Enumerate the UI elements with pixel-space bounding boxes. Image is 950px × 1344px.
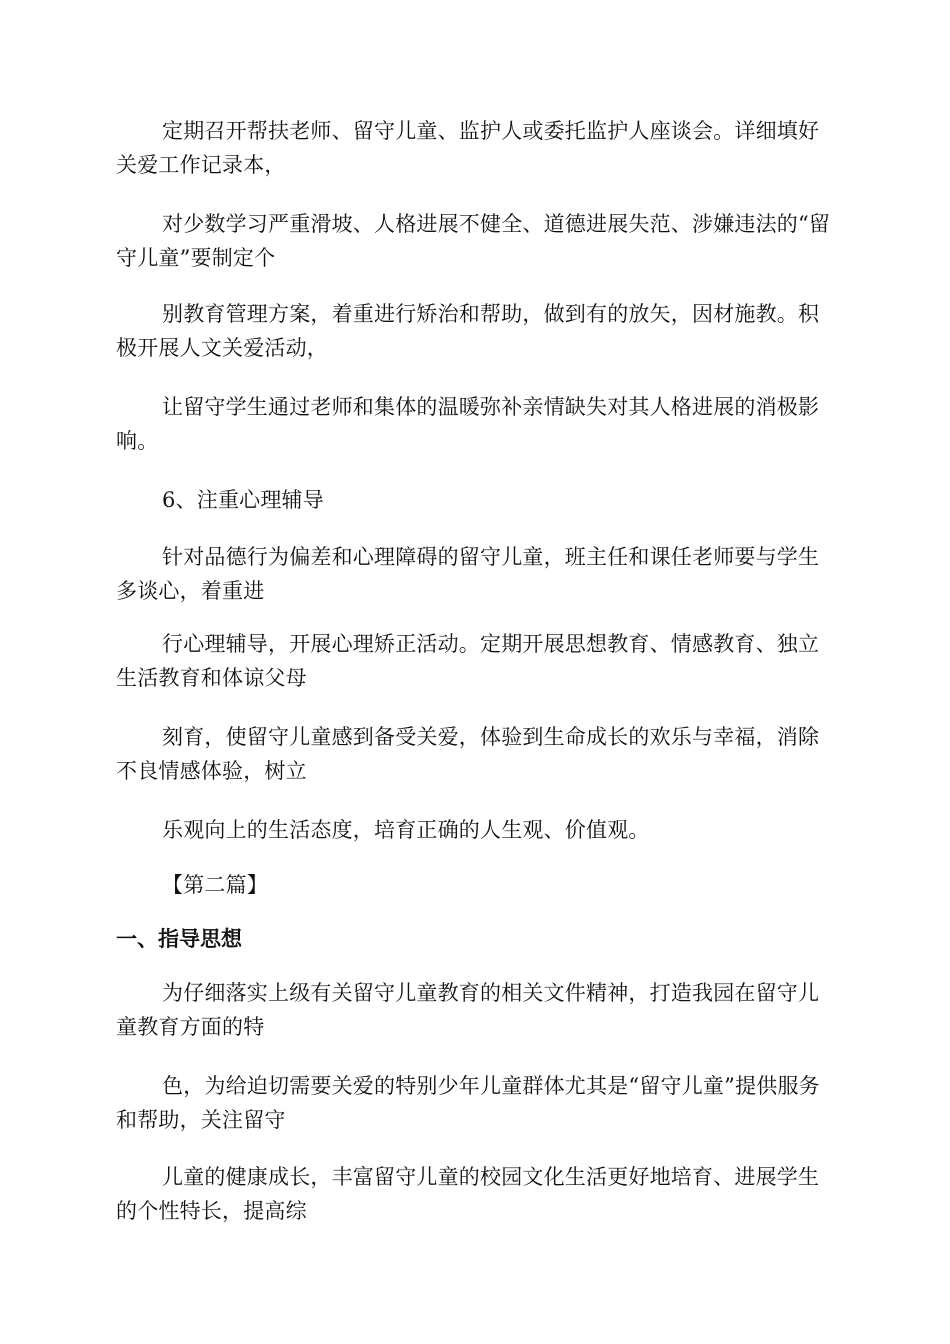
paragraph-3: 别教育管理方案，着重进行矫治和帮助，做到有的放矢，因材施教。积极开展人文关爱活动，	[116, 302, 820, 360]
section-heading: 一、指导思想	[116, 927, 242, 951]
part-title: 【第二篇】	[162, 873, 268, 897]
paragraph-7: 刻育，使留守儿童感到备受关爱，体验到生命成长的欢乐与幸福，消除不良情感体验，树立	[116, 725, 820, 783]
paragraph-10: 色，为给迫切需要关爱的特别少年儿童群体尤其是“留守儿童”提供服务和帮助，关注留守	[116, 1074, 820, 1132]
paragraph-6: 行心理辅导，开展心理矫正活动。定期开展思想教育、情感教育、独立生活教育和体谅父母	[116, 632, 820, 690]
section-item-6: 6、注重心理辅导	[162, 488, 324, 512]
paragraph-11: 儿童的健康成长，丰富留守儿童的校园文化生活更好地培育、进展学生的个性特长，提高综	[116, 1165, 820, 1223]
paragraph-2: 对少数学习严重滑坡、人格进展不健全、道德进展失范、涉嫌违法的“留守儿童”要制定个	[116, 212, 831, 270]
paragraph-5: 针对品德行为偏差和心理障碍的留守儿童，班主任和课任老师要与学生多谈心，着重进	[116, 545, 820, 603]
paragraph-8: 乐观向上的生活态度，培育正确的人生观、价值观。	[162, 818, 650, 842]
paragraph-1: 定期召开帮扶老师、留守儿童、监护人或委托监护人座谈会。详细填好关爱工作记录本，	[116, 119, 820, 177]
paragraph-4: 让留守学生通过老师和集体的温暖弥补亲情缺失对其人格进展的消极影响。	[116, 395, 820, 453]
paragraph-9: 为仔细落实上级有关留守儿童教育的相关文件精神，打造我园在留守儿童教育方面的特	[116, 981, 820, 1039]
